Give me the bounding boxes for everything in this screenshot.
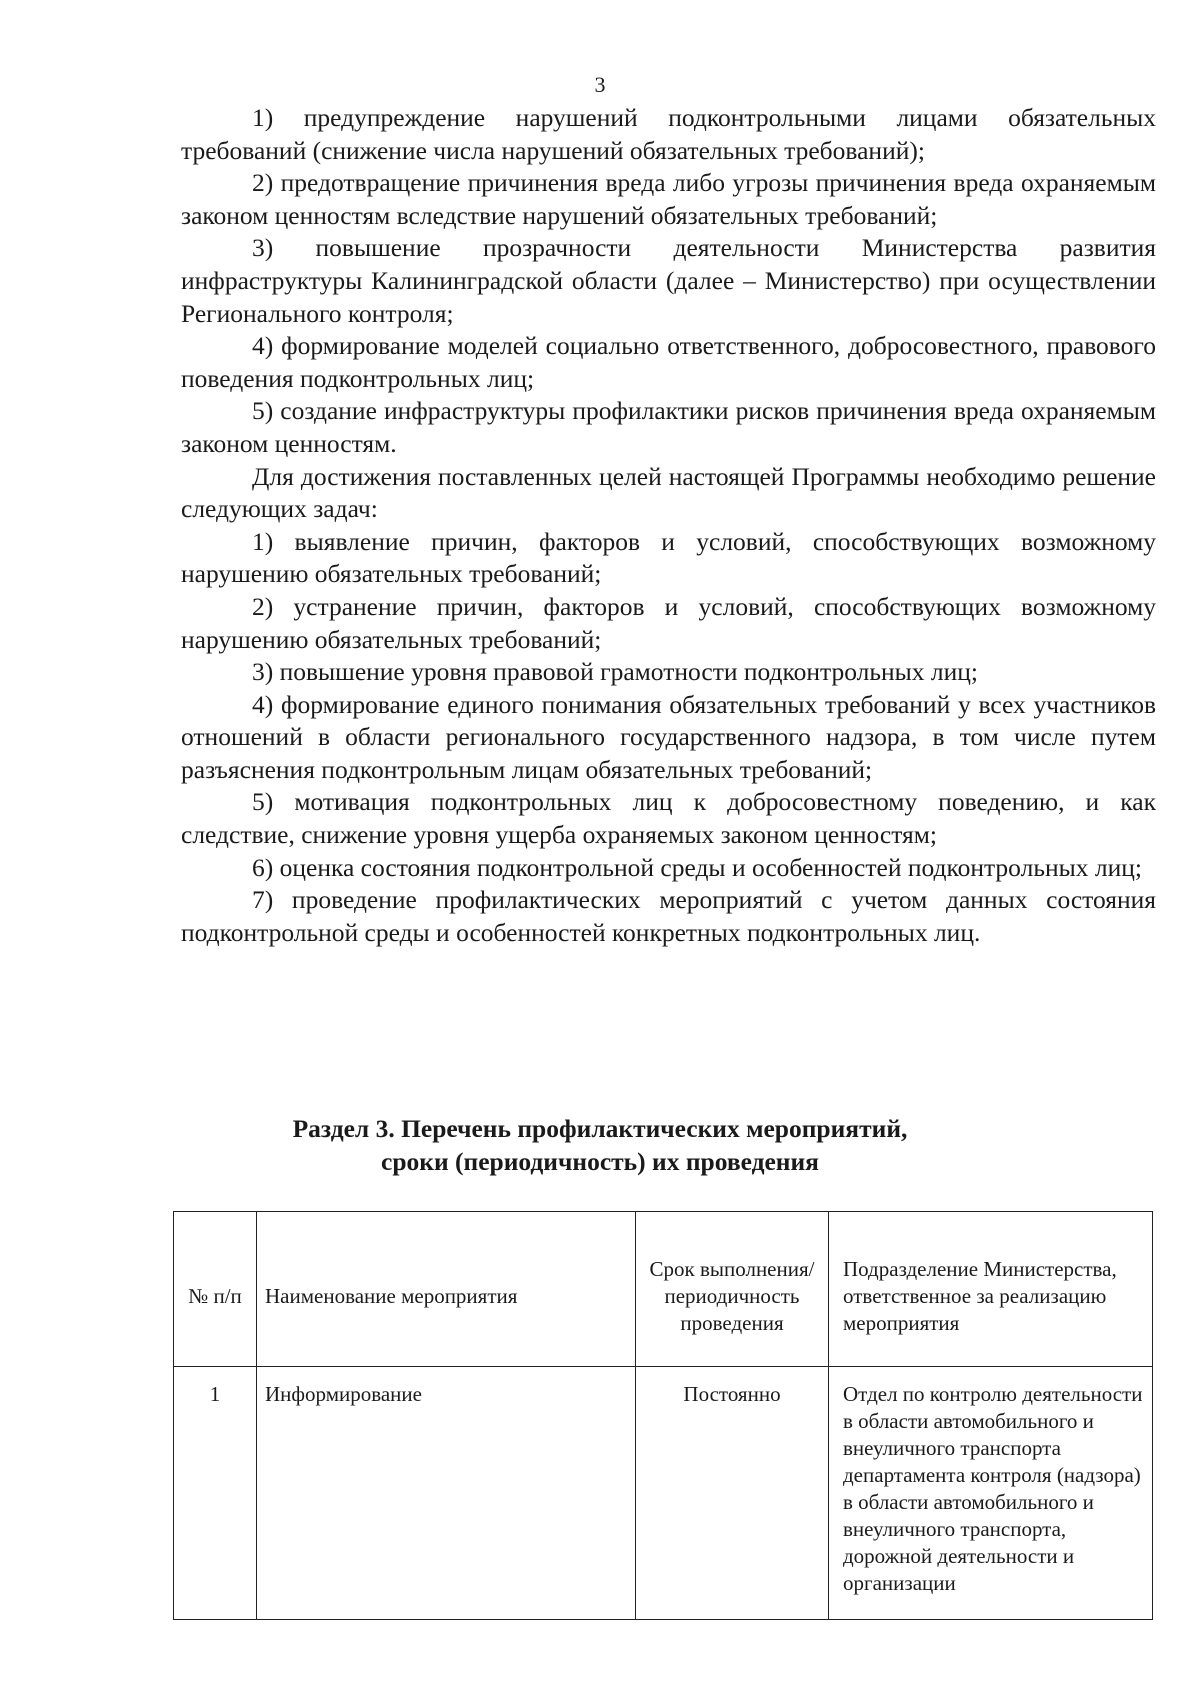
page-number: 3 bbox=[594, 72, 606, 97]
body-text bbox=[181, 102, 1156, 949]
paragraph-task-4: 4) формирование единого понимания обязательных требований у всех участников отношений в области регионального государственного надзора, в том числе путем разъяснения подконтрольным лицам обязательных требований; bbox=[181, 689, 1156, 784]
cell-number: 1 bbox=[174, 1367, 257, 1620]
table-row bbox=[174, 1367, 1153, 1620]
paragraph-task-1: 1) выявление причин, факторов и условий, способствующих возможному нарушению обязательных требований; bbox=[181, 526, 1156, 589]
cell-responsible-unit: Отдел по контролю деятельности в области автомобильного и внеуличного транспорта департамента контроля (надзора) в области автомобильного и внеуличного транспорта, дорожной деятельности и организации bbox=[829, 1367, 1153, 1620]
header-number: № п/п bbox=[174, 1212, 257, 1367]
paragraph-goal-4: 4) формирование моделей социально ответственного, добросовестного, правового поведения подконтрольных лиц; bbox=[181, 331, 1156, 393]
header-responsible-unit: Подразделение Министерства, ответственное за реализацию мероприятия bbox=[829, 1212, 1153, 1367]
paragraph-task-2: 2) устранение причин, факторов и условий, способствующих возможному нарушению обязательных требований; bbox=[181, 591, 1156, 654]
header-activity-name: Наименование мероприятия bbox=[257, 1212, 636, 1367]
activities-table bbox=[173, 1211, 1153, 1620]
paragraph-tasks-intro: Для достижения поставленных целей настоящей Программы необходимо решение следующих задач: bbox=[181, 461, 1156, 524]
cell-activity-name: Информирование bbox=[257, 1367, 636, 1620]
paragraph-task-6: 6) оценка состояния подконтрольной среды и особенностей подконтрольных лиц; bbox=[252, 852, 1142, 882]
paragraph-goal-2: 2) предотвращение причинения вреда либо угрозы причинения вреда охраняемым законом ценностям вследствие нарушений обязательных требований; bbox=[181, 168, 1156, 230]
paragraph-task-5: 5) мотивация подконтрольных лиц к добросовестному поведению, и как следствие, снижение уровня ущерба охраняемых законом ценностям; bbox=[181, 787, 1156, 850]
paragraph-task-7: 7) проведение профилактических мероприятий с учетом данных состояния подконтрольной среды и особенностей конкретных подконтрольных лиц. bbox=[181, 885, 1156, 947]
table-header-row bbox=[174, 1212, 1153, 1367]
paragraph-goal-5: 5) создание инфраструктуры профилактики рисков причинения вреда охраняемым законом ценностям. bbox=[181, 396, 1156, 458]
paragraph-task-3: 3) повышение уровня правовой грамотности подконтрольных лиц; bbox=[252, 657, 978, 687]
section-heading bbox=[0, 1112, 1200, 1178]
cell-deadline: Постоянно bbox=[636, 1367, 829, 1620]
paragraph-goal-3: 3) повышение прозрачности деятельности Министерства развития инфраструктуры Калининградской области (далее – Министерство) при осуществлении Регионального контроля; bbox=[181, 233, 1156, 328]
section-heading-line-1: Раздел 3. Перечень профилактических мероприятий, bbox=[292, 1114, 908, 1143]
section-heading-line-2: сроки (периодичность) их проведения bbox=[381, 1147, 819, 1176]
header-deadline: Срок выполнения/ периодичность проведения bbox=[636, 1212, 829, 1367]
paragraph-goal-1: 1) предупреждение нарушений подконтрольными лицами обязательных требований (снижение числа нарушений обязательных требований); bbox=[181, 103, 1156, 165]
